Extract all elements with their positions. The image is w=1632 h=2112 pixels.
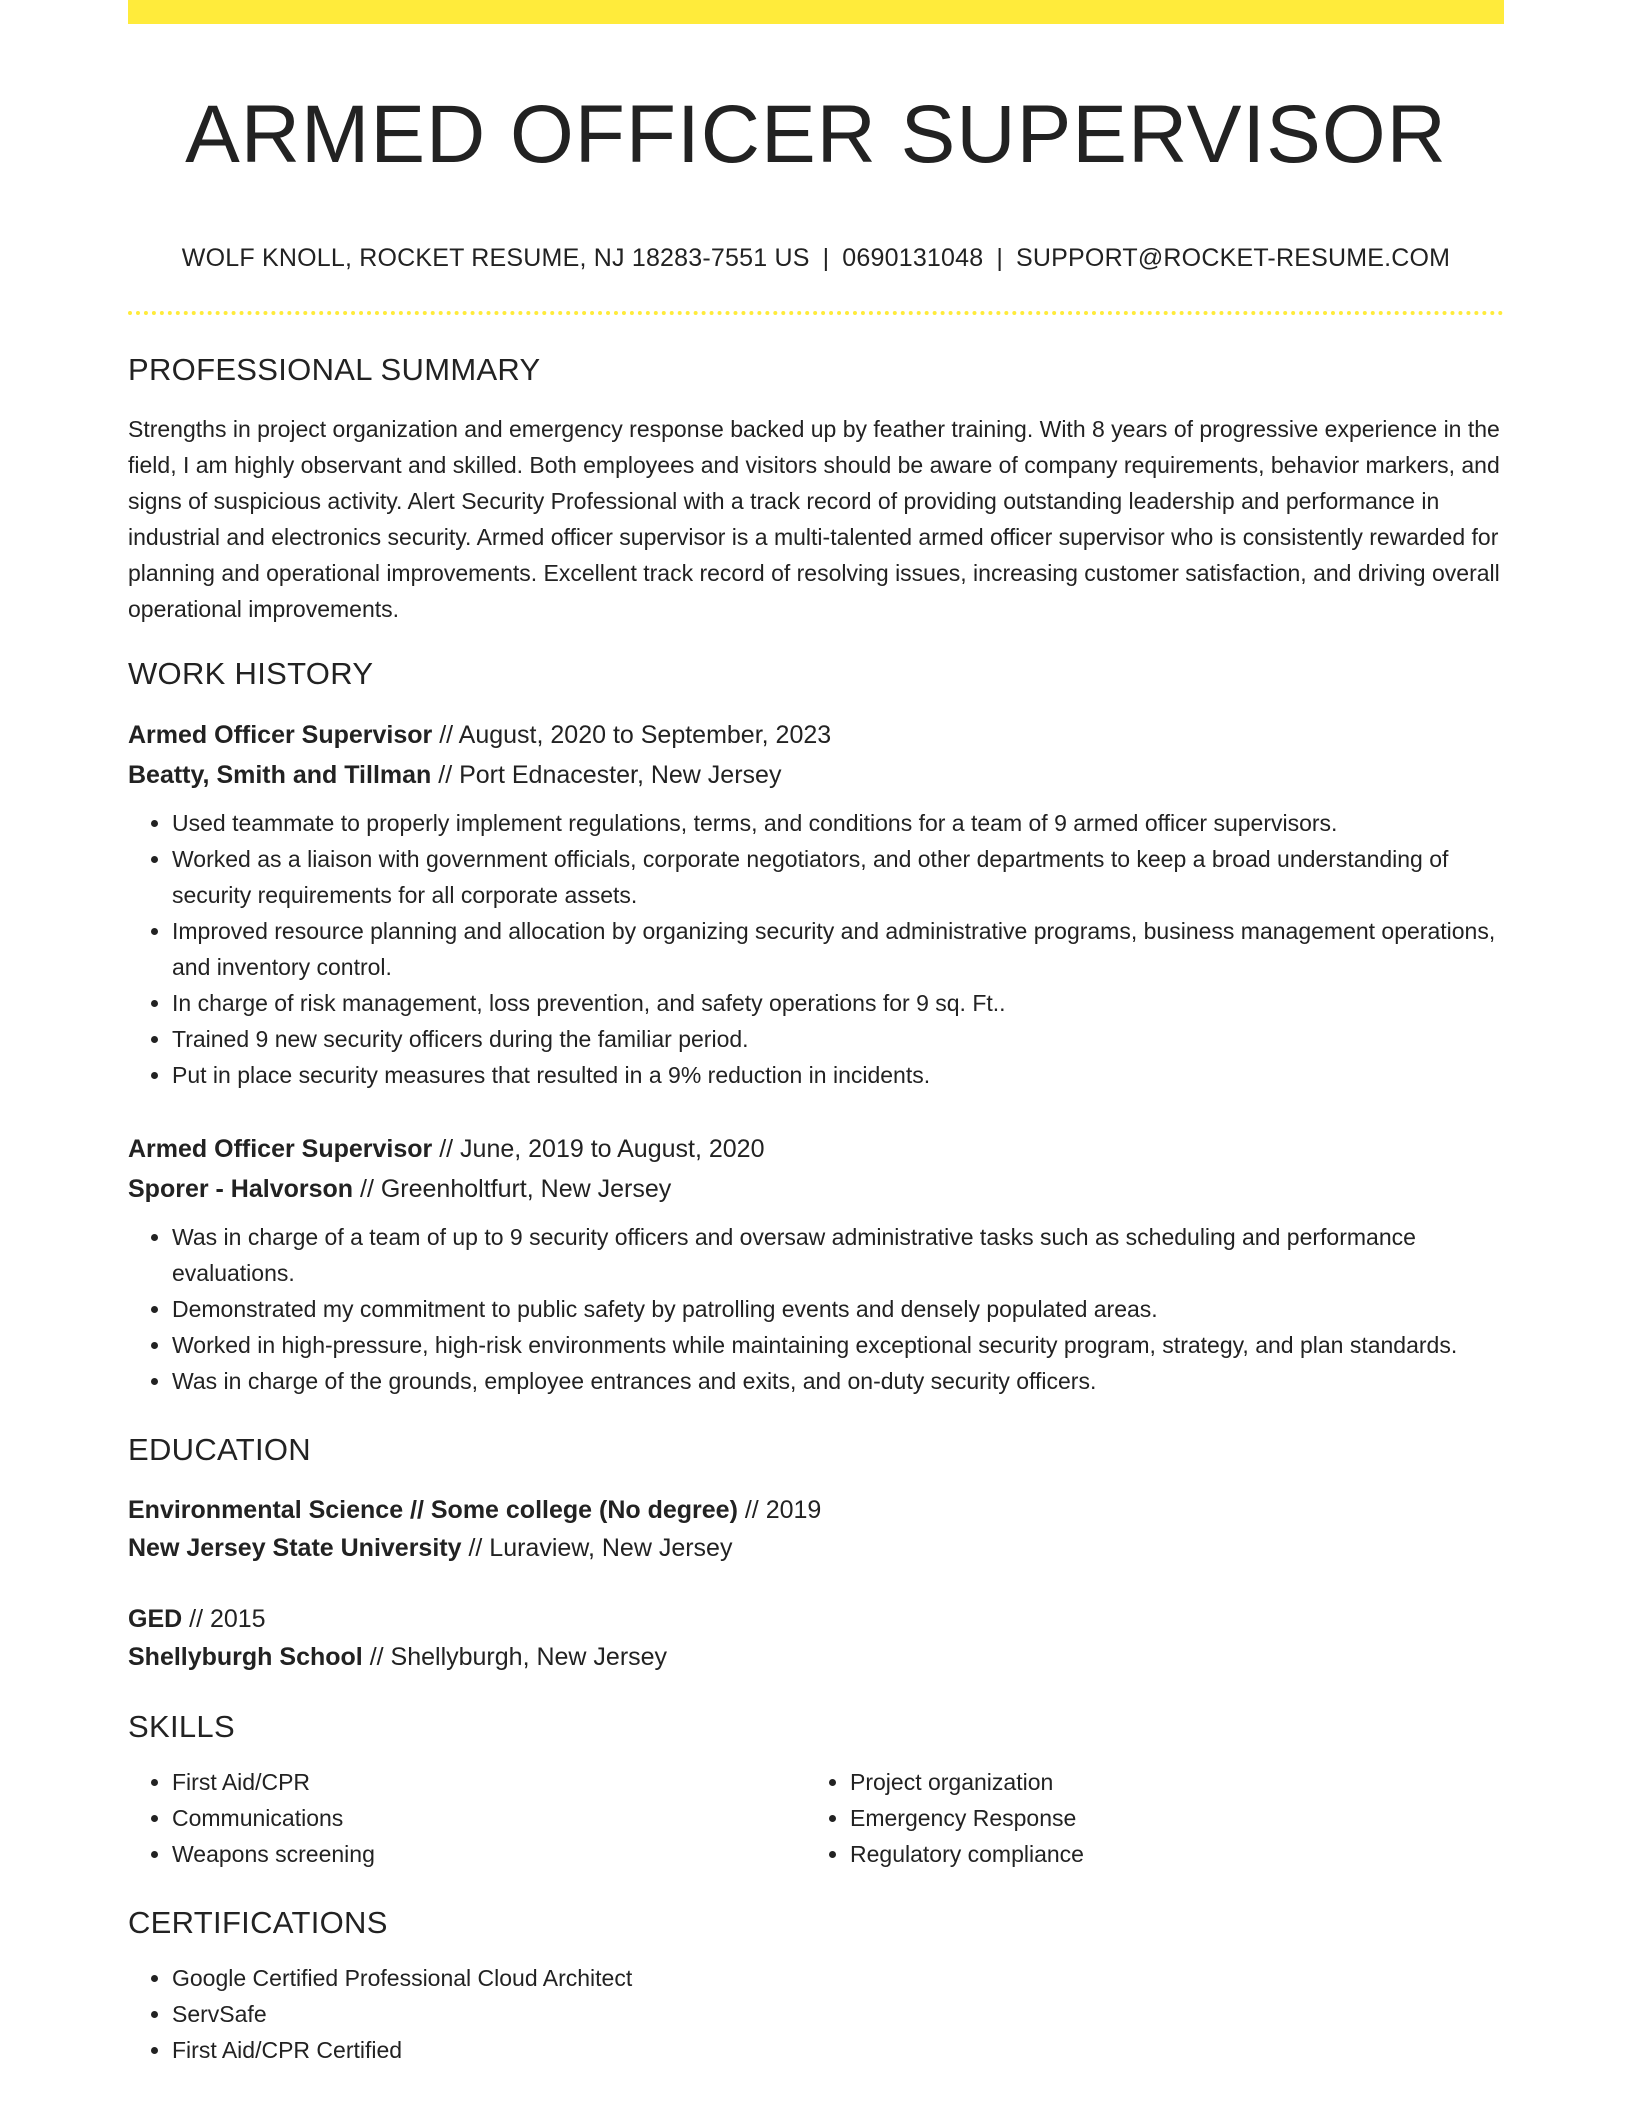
skills-heading: SKILLS: [128, 1709, 235, 1744]
education-degree-line: [128, 1600, 1504, 1638]
certification-item: • ServSafe: [172, 1996, 1504, 2032]
skills-list: [128, 1764, 806, 1872]
education-school: Shellyburgh School: [128, 1643, 363, 1671]
summary-heading: PROFESSIONAL SUMMARY: [128, 352, 541, 387]
education-year: // 2015: [182, 1605, 266, 1633]
education-heading: EDUCATION: [128, 1432, 311, 1467]
job-bullet: • Used teammate to properly implement regulations, terms, and conditions for a team of 9 armed officer supervisors.: [172, 805, 1504, 841]
job-bullet: • Worked as a liaison with government officials, corporate negotiators, and other departments to keep a broad understanding of security requirements for all corporate assets.: [172, 841, 1504, 913]
dotted-divider: [128, 311, 1504, 315]
job-entry: [128, 715, 1504, 1093]
job-role: Armed Officer Supervisor: [128, 721, 433, 749]
education-location: // Shellyburgh, New Jersey: [362, 1643, 668, 1671]
job-company: Beatty, Smith and Tillman: [128, 761, 432, 789]
job-role: Armed Officer Supervisor: [128, 1135, 433, 1163]
skills-list: [806, 1764, 1484, 1872]
education-school: New Jersey State University: [128, 1534, 462, 1562]
job-dates: // June, 2019 to August, 2020: [432, 1135, 765, 1163]
skill-item: • Project organization: [850, 1764, 1484, 1800]
skills-column-left: [128, 1764, 806, 1872]
skill-item: • Regulatory compliance: [850, 1836, 1484, 1872]
education-school-line: [128, 1529, 1504, 1567]
skills-columns: [128, 1764, 1504, 1872]
skill-item: • Weapons screening: [172, 1836, 806, 1872]
resume-name-title: ARMED OFFICER SUPERVISOR: [185, 89, 1447, 180]
education-school-line: [128, 1638, 1504, 1676]
education-year: // 2019: [737, 1496, 822, 1524]
job-bullet: • Trained 9 new security officers during the familiar period.: [172, 1021, 1504, 1057]
job-company-line: [128, 1169, 1504, 1209]
education-degree: GED: [128, 1605, 183, 1633]
skill-item: • Emergency Response: [850, 1800, 1484, 1836]
job-location: // Port Ednacester, New Jersey: [431, 761, 782, 789]
education-entry: [128, 1600, 1504, 1676]
job-bullet: • Was in charge of a team of up to 9 security officers and oversaw administrative tasks such as scheduling and performance evaluations.: [172, 1219, 1504, 1291]
job-bullet: • Was in charge of the grounds, employee entrances and exits, and on-duty security officers.: [172, 1363, 1504, 1399]
contact-email: SUPPORT@ROCKET-RESUME.COM: [1016, 244, 1451, 272]
certification-item: • Google Certified Professional Cloud Architect: [172, 1960, 1504, 1996]
contact-phone: 0690131048: [842, 244, 984, 272]
job-bullet: • Put in place security measures that resulted in a 9% reduction in incidents.: [172, 1057, 1504, 1093]
contact-separator: |: [996, 244, 1004, 272]
job-bullet: • In charge of risk management, loss prevention, and safety operations for 9 sq. Ft..: [172, 985, 1504, 1021]
job-entry: [128, 1129, 1504, 1399]
education-entry: [128, 1491, 1504, 1567]
job-role-line: [128, 1129, 1504, 1169]
education-degree-line: [128, 1491, 1504, 1529]
contact-separator: |: [822, 244, 830, 272]
education-location: // Luraview, New Jersey: [461, 1534, 733, 1562]
summary-text: Strengths in project organization and emergency response backed up by feather training. With 8 years of progressive experience in the field, I am highly observant and skilled. Both employees and visitors should be aware of company requirements, behavior markers, and signs of suspicious activity. Alert Security Professional with a track record of providing outstanding leadership and performance in industrial and electronics security. Armed officer supervisor is a multi-talented armed officer supervisor who is consistently rewarded for planning and operational improvements. Excellent track record of resolving issues, increasing customer satisfaction, and driving overall operational improvements.: [128, 416, 1500, 622]
job-company-line: [128, 755, 1504, 795]
education-degree: Environmental Science // Some college (No degree): [128, 1496, 738, 1524]
job-bullet: • Improved resource planning and allocation by organizing security and administrative programs, business management operations, and inventory control.: [172, 913, 1504, 985]
job-bullets: [128, 805, 1504, 1093]
job-bullets: [128, 1219, 1504, 1399]
job-company: Sporer - Halvorson: [128, 1175, 354, 1203]
job-role-line: [128, 715, 1504, 755]
accent-bar: [128, 0, 1504, 24]
work-history-heading: WORK HISTORY: [128, 656, 374, 691]
certification-item: • First Aid/CPR Certified: [172, 2032, 1504, 2068]
certifications-heading: CERTIFICATIONS: [128, 1905, 388, 1940]
job-dates: // August, 2020 to September, 2023: [432, 721, 832, 749]
job-bullet: • Worked in high-pressure, high-risk environments while maintaining exceptional security program, strategy, and plan standards.: [172, 1327, 1504, 1363]
skills-column-right: [806, 1764, 1484, 1872]
job-bullet: • Demonstrated my commitment to public safety by patrolling events and densely populated areas.: [172, 1291, 1504, 1327]
skill-item: • First Aid/CPR: [172, 1764, 806, 1800]
skill-item: • Communications: [172, 1800, 806, 1836]
contact-line: [128, 243, 1504, 273]
certifications-list: [128, 1960, 1504, 2068]
contact-address: WOLF KNOLL, ROCKET RESUME, NJ 18283-7551 US: [181, 244, 810, 272]
resume-page: [128, 0, 1504, 2068]
job-location: // Greenholtfurt, New Jersey: [353, 1175, 672, 1203]
